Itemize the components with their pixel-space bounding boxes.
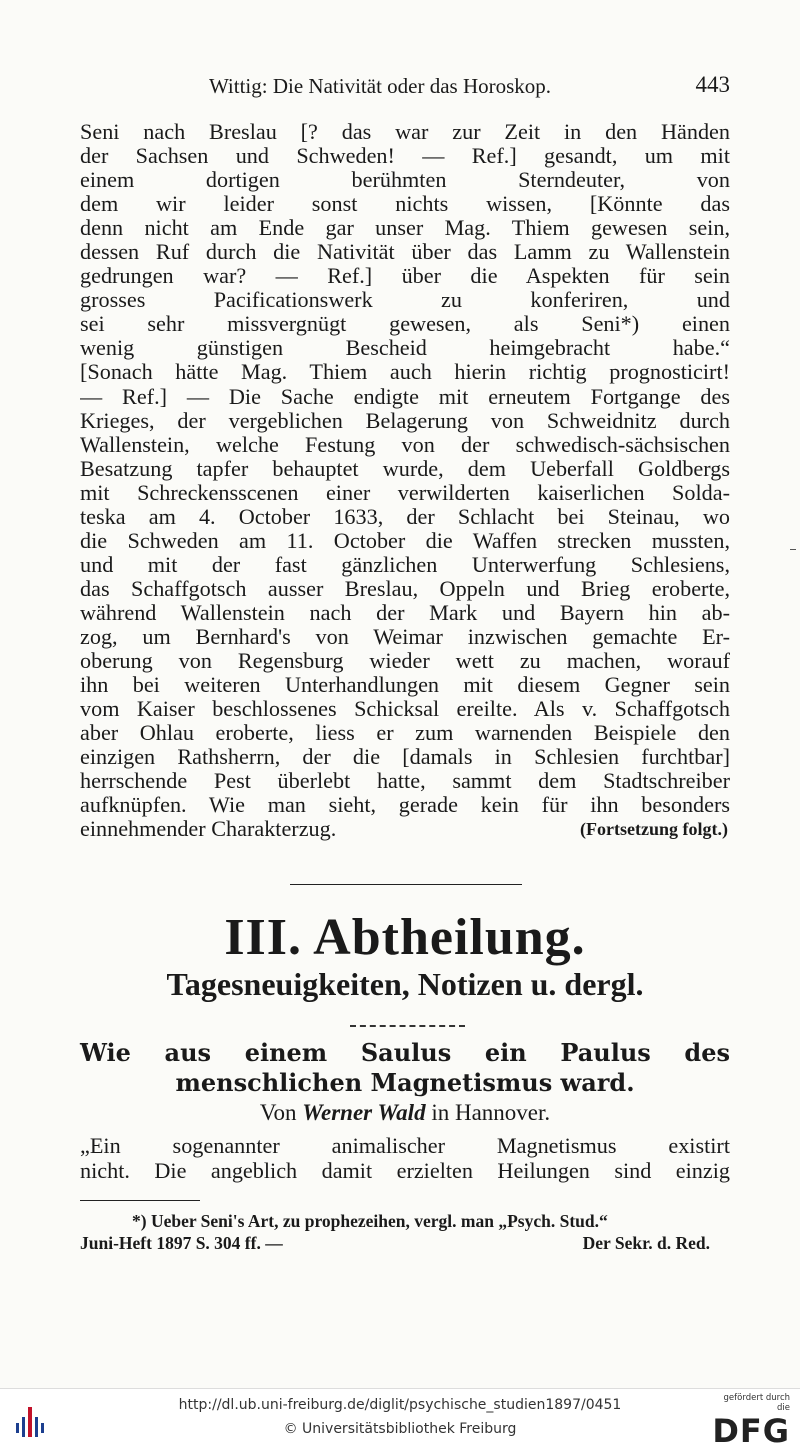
dfg-funding-note: gefördert durch die <box>723 1393 790 1413</box>
text-line: aufknüpfen. Wie man sieht, gerade kein für ihn besonders <box>80 793 730 818</box>
footnote-line-2 <box>80 1232 710 1254</box>
text-line: teska am 4. October 1633, der Schlacht bei Steinau, wo <box>80 504 730 529</box>
text-line: vom Kaiser beschlossenes Schicksal ereilte. Als v. Schaffgotsch <box>80 697 730 722</box>
text-line: denn nicht am Ende gar unser Mag. Thiem gewesen sein, <box>80 216 730 241</box>
article-text-line: nicht. Die angeblich damit erzielten Heilungen sind einzig <box>80 1157 730 1183</box>
byline-suffix: in Hannover. <box>431 1100 551 1125</box>
running-title: Wittig: Die Nativität oder das Horoskop. <box>208 74 552 98</box>
text-line: und mit der fast gänzlichen Unterwerfung Schlesiens, <box>80 552 730 577</box>
text-line: Krieges, der vergeblichen Belagerung von Schweidnitz durch <box>80 408 730 433</box>
continuation-note: (Fortsetzung folgt.) <box>580 819 728 840</box>
article-byline <box>80 1100 730 1126</box>
viewer-footer <box>0 1388 800 1452</box>
footnote-rule <box>80 1200 200 1201</box>
text-line-last <box>80 817 730 841</box>
running-header <box>80 70 730 104</box>
article-title <box>80 1038 730 1098</box>
text-line: grosses Pacificationswerk zu konferiren, und <box>80 288 730 313</box>
text-line: ihn bei weiteren Unterhandlungen mit diesem Gegner sein <box>80 673 730 698</box>
section-subtitle: Tagesneuigkeiten, Notizen u. dergl. <box>166 966 644 1002</box>
text-line: sei sehr missvergnügt gewesen, als Seni*) einen <box>80 312 730 337</box>
text-line: herrschende Pest überlebt hatte, sammt dem Stadtschreiber <box>80 769 730 794</box>
text-line: wenig günstigen Bescheid heimgebracht habe.“ <box>80 336 730 361</box>
footnote-line-1: *) Ueber Seni's Art, zu prophezeihen, vergl. man „Psych. Stud.“ <box>132 1211 608 1231</box>
text-line: mit Schreckensscenen einer verwilderten kaiserlichen Solda- <box>80 480 730 505</box>
text-line: — Ref.] — Die Sache endigte mit erneutem Fortgange des <box>80 384 730 409</box>
text-line: die Schweden am 11. October die Waffen strecken mussten, <box>80 528 730 553</box>
section-title: III. Abtheilung. <box>224 909 586 966</box>
footnote <box>80 1210 710 1254</box>
text-line: gedrungen war? — Ref.] über die Aspekten für sein <box>80 264 730 289</box>
article-title-line-1: Wie aus einem Saulus ein Paulus des <box>80 1038 730 1067</box>
copyright-notice: © Universitätsbibliothek Freiburg <box>283 1421 517 1437</box>
page-number: 443 <box>695 72 730 97</box>
text-line: [Sonach hätte Mag. Thiem auch hierin richtig prognosticirt! <box>80 360 730 385</box>
text-line: einem dortigen berühmten Sterndeuter, von <box>80 168 730 193</box>
text-line: Wallenstein, welche Festung von der schwedisch-sächsischen <box>80 432 730 457</box>
text-line: Seni nach Breslau [? das war zur Zeit in den Händen <box>80 120 730 144</box>
article-title-line-2: menschlichen Magnetismus ward. <box>175 1068 635 1097</box>
text-line: der Sachsen und Schweden! — Ref.] gesandt, um mit <box>80 144 730 169</box>
text-line: dem wir leider sonst nichts wissen, [Könnte das <box>80 192 730 217</box>
footnote-signature: Der Sekr. d. Red. <box>582 1233 710 1253</box>
footnote-reference: Juni-Heft 1897 S. 304 ff. — <box>80 1233 283 1253</box>
text-line: aber Ohlau eroberte, liess er zum warnenden Beispiele den <box>80 721 730 746</box>
byline-author: Werner Wald <box>302 1100 426 1125</box>
text-line: zog, um Bernhard's von Weimar inzwischen gemachte Er- <box>80 624 730 649</box>
section-separator <box>290 884 522 885</box>
dfg-logo-text: DFG <box>712 1412 790 1450</box>
text-line: dessen Ruf durch die Nativität über das Lamm zu Wallenstein <box>80 240 730 265</box>
text-line: während Wallenstein nach der Mark und Bayern hin ab- <box>80 600 730 625</box>
article-body <box>80 1134 730 1183</box>
text-line: oberung von Regensburg wieder wett zu machen, worauf <box>80 649 730 674</box>
dfg-logo <box>708 1393 790 1449</box>
margin-mark <box>790 549 796 550</box>
byline-prefix: Von <box>259 1100 297 1125</box>
permalink-url[interactable]: http://dl.ub.uni-freiburg.de/diglit/psychische_studien1897/0451 <box>178 1397 622 1413</box>
text-line: das Schaffgotsch ausser Breslau, Oppeln und Brieg eroberte, <box>80 576 730 601</box>
text-line: Besatzung tapfer behauptet wurde, dem Ueberfall Goldbergs <box>80 456 730 481</box>
article-text-line: „Ein sogenannter animalischer Magnetismus existirt <box>80 1133 730 1158</box>
text-line: einzigen Rathsherrn, der die [damals in Schlesien furchtbar] <box>80 745 730 770</box>
dashed-divider <box>350 1025 465 1027</box>
body-text <box>80 120 730 841</box>
text-line-last-content: einnehmender Charakterzug. <box>80 817 337 842</box>
